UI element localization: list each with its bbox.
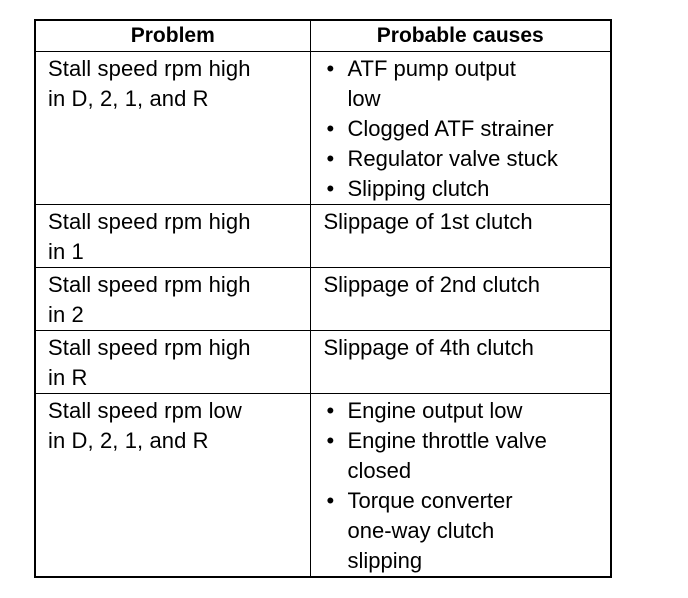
cause-text-line: Torque converter (347, 488, 513, 513)
problem-text-line: Stall speed rpm low (48, 398, 242, 423)
problem-text-line: Stall speed rpm high (48, 56, 251, 81)
column-header-problem: Problem (35, 20, 310, 52)
table-row (35, 52, 611, 205)
problem-text-line: Stall speed rpm high (48, 335, 251, 360)
stall-speed-troubleshooting-table (34, 19, 612, 578)
column-header-probable-causes: Probable causes (310, 20, 611, 52)
problem-text-line: in R (48, 365, 88, 390)
bullet-icon: • (326, 428, 335, 453)
cause-list-item (325, 114, 611, 144)
cause-text: Slippage of 4th clutch (323, 335, 534, 360)
cause-list-item (325, 486, 611, 576)
cause-text-line: Regulator valve stuck (347, 146, 558, 171)
cause-text-line: ATF pump output (347, 56, 516, 81)
table-row (35, 394, 611, 578)
problem-cell (35, 268, 310, 331)
problem-cell (35, 394, 310, 578)
problem-text-line: in D, 2, 1, and R (48, 428, 209, 453)
bullet-icon: • (326, 146, 335, 171)
causes-cell (310, 268, 611, 331)
cause-list-item (325, 144, 611, 174)
table-header-row (35, 20, 611, 52)
problem-text-line: Stall speed rpm high (48, 272, 251, 297)
cause-list-item (325, 396, 611, 426)
cause-text-line: slipping (347, 548, 423, 573)
cause-text: Slippage of 1st clutch (323, 209, 533, 234)
bullet-icon: • (326, 176, 335, 201)
cause-text-line: Engine throttle valve (347, 428, 547, 453)
table-row (35, 331, 611, 394)
problem-text-line: in D, 2, 1, and R (48, 86, 209, 111)
cause-text-line: low (347, 86, 381, 111)
bullet-icon: • (326, 488, 335, 513)
causes-list (311, 394, 611, 576)
bullet-icon: • (326, 56, 335, 81)
cause-text-line: one-way clutch (347, 518, 495, 543)
problem-text-line: in 2 (48, 302, 84, 327)
problem-text-line: in 1 (48, 239, 84, 264)
causes-cell (310, 394, 611, 578)
causes-cell (310, 205, 611, 268)
problem-text-line: Stall speed rpm high (48, 209, 251, 234)
causes-list (311, 52, 611, 204)
cause-text-line: Engine output low (347, 398, 523, 423)
bullet-icon: • (326, 116, 335, 141)
table-row (35, 268, 611, 331)
cause-text-line: Clogged ATF strainer (347, 116, 554, 141)
causes-cell (310, 331, 611, 394)
problem-cell (35, 205, 310, 268)
cause-text-line: Slipping clutch (347, 176, 490, 201)
table-row (35, 205, 611, 268)
cause-list-item (325, 54, 611, 114)
cause-list-item (325, 426, 611, 486)
bullet-icon: • (326, 398, 335, 423)
causes-cell (310, 52, 611, 205)
cause-text: Slippage of 2nd clutch (323, 272, 540, 297)
cause-text-line: closed (347, 458, 412, 483)
problem-cell (35, 331, 310, 394)
problem-cell (35, 52, 310, 205)
cause-list-item (325, 174, 611, 204)
